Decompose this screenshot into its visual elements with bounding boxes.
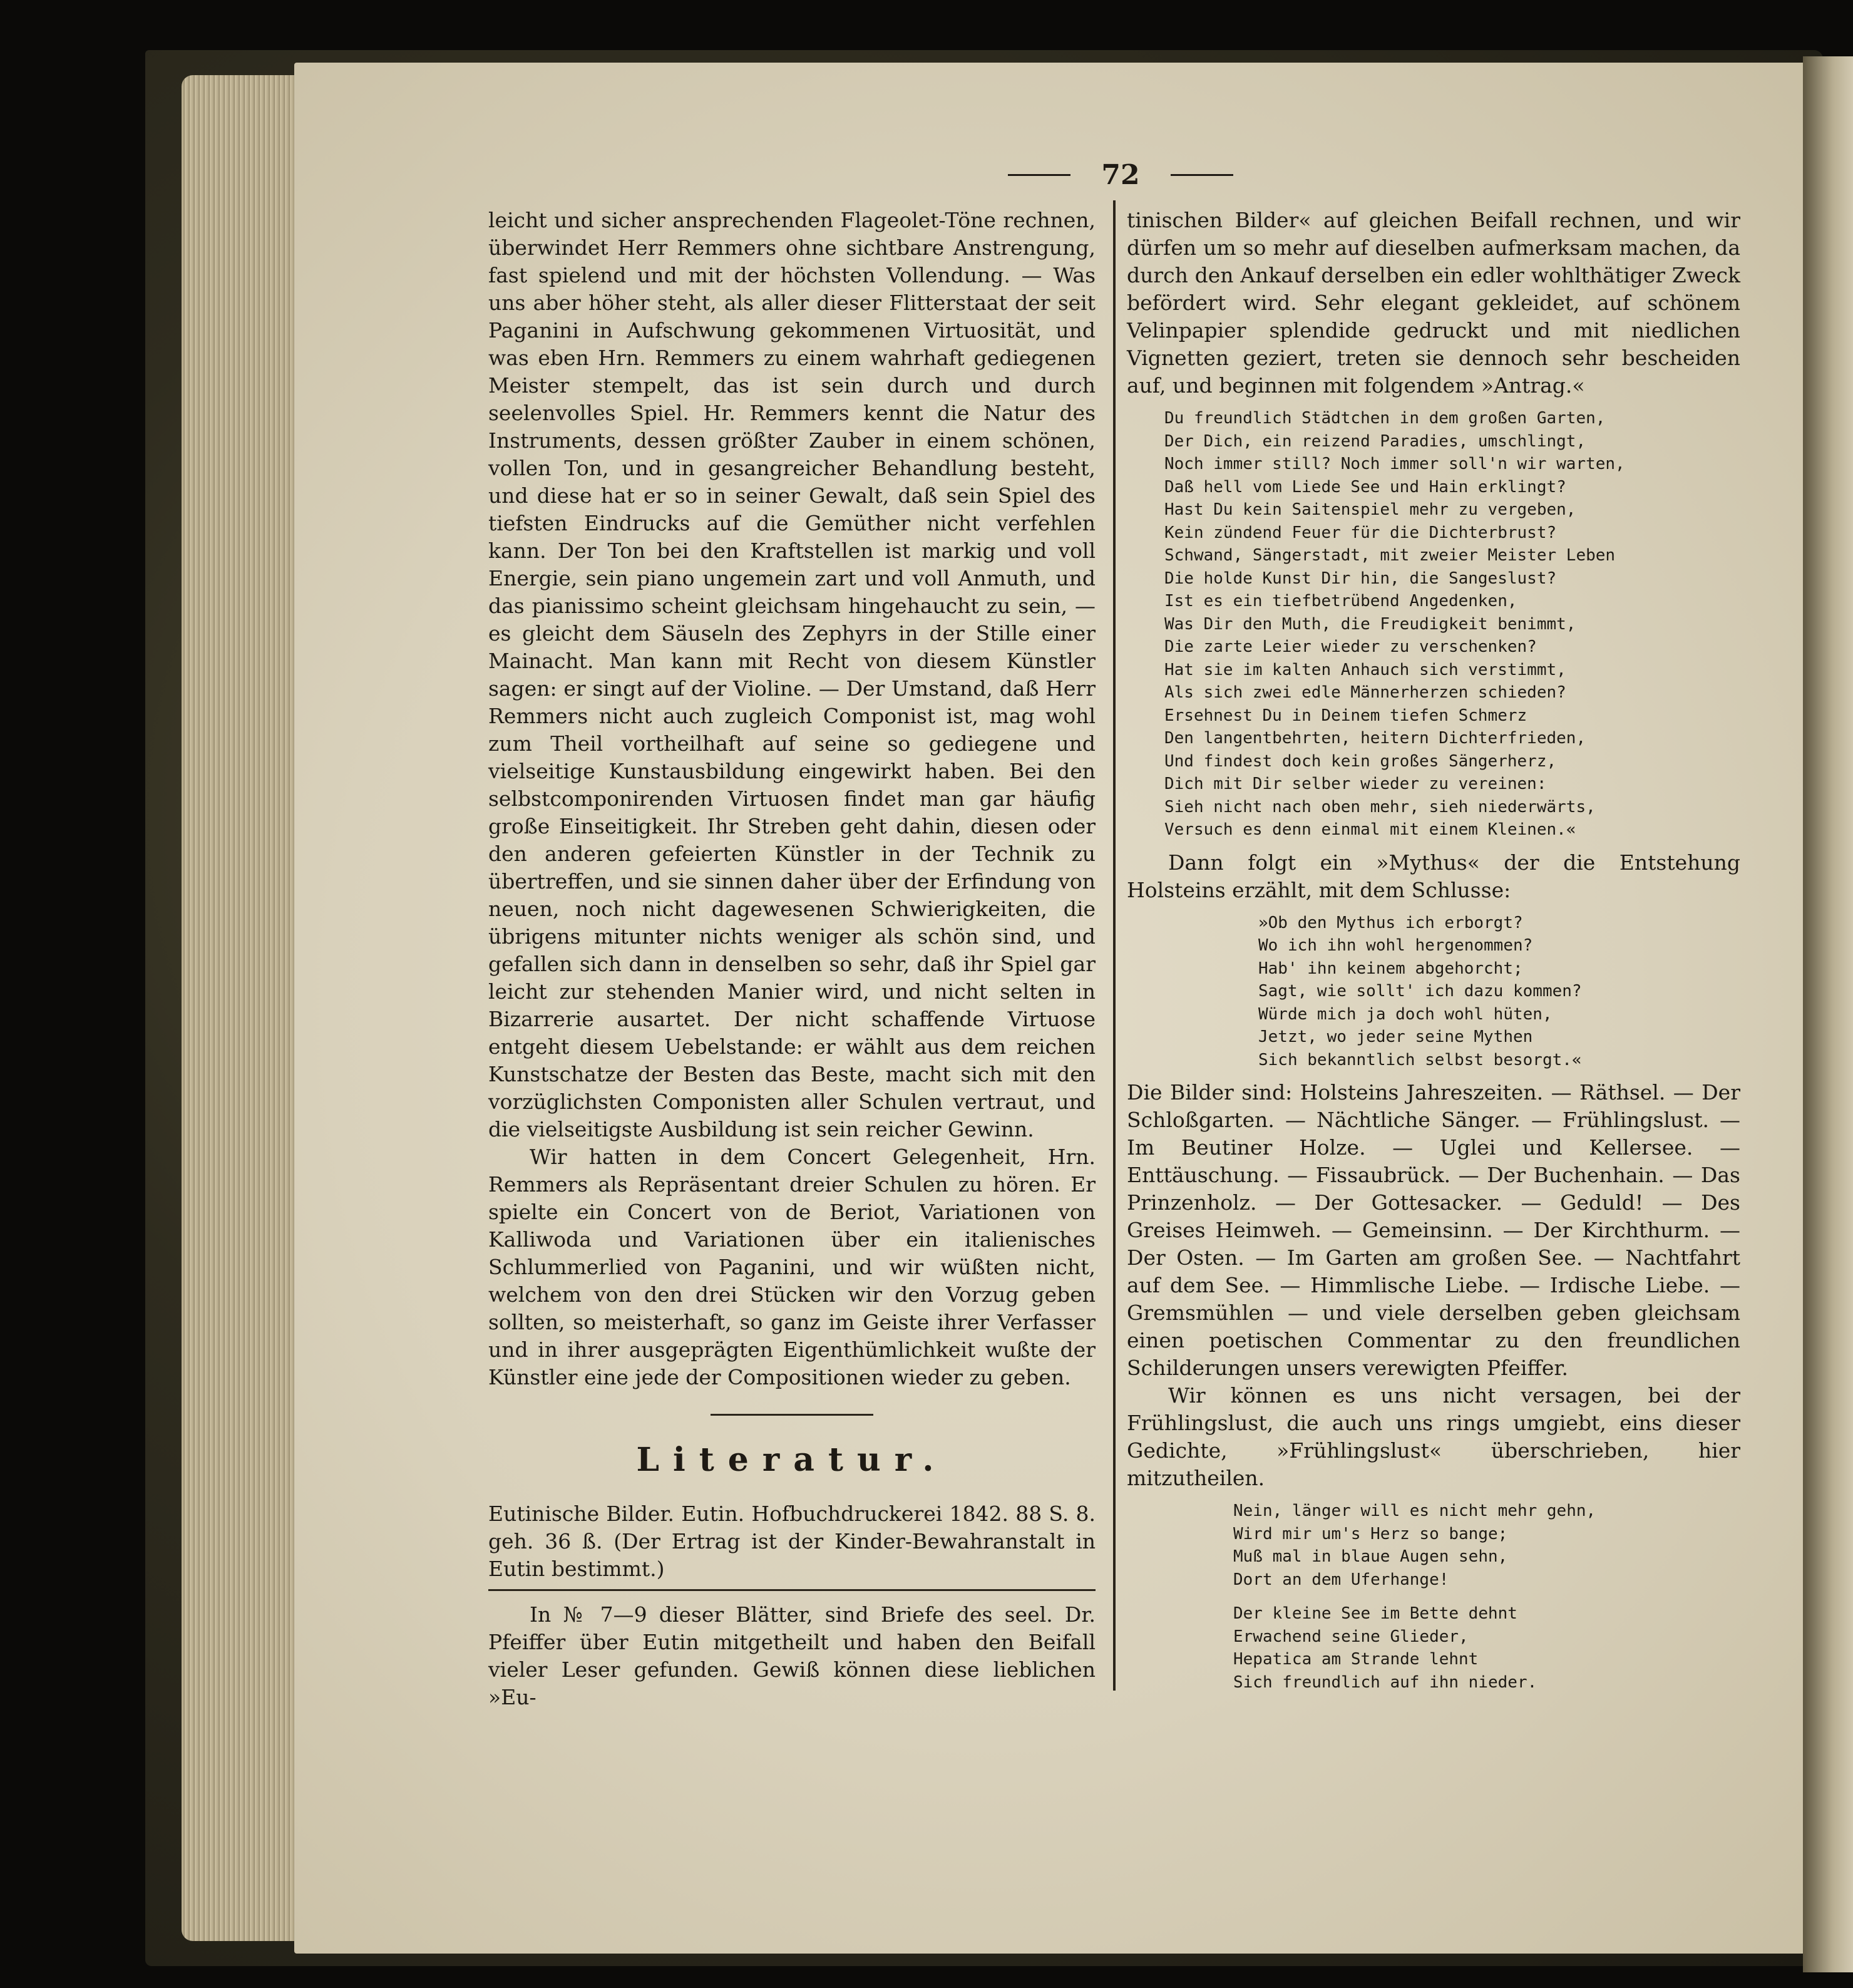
poem-antrag [1164, 407, 1740, 842]
verse-line: Die zarte Leier wieder zu verschenken? [1164, 637, 1537, 656]
verse-line: Den langentbehrten, heitern Dichterfrieden, [1164, 729, 1586, 748]
verse-line: Versuch es denn einmal mit einem Kleinen.« [1164, 820, 1576, 839]
verse-line: Hab' ihn keinem abgehorcht; [1258, 959, 1523, 978]
page-edges [182, 75, 307, 1941]
next-page-gutter [1803, 56, 1853, 1972]
verse-line: Erwachend seine Glieder, [1233, 1627, 1469, 1646]
verse-line: Der kleine See im Bette dehnt [1233, 1604, 1517, 1623]
verse-line: Hepatica am Strande lehnt [1233, 1650, 1479, 1669]
left-column [488, 207, 1096, 1711]
verse-line: Als sich zwei edle Männerherzen schieden? [1164, 683, 1566, 702]
verse-line: Schwand, Sängerstadt, mit zweier Meister Leben [1164, 546, 1616, 565]
header-dash-left [1008, 174, 1070, 176]
verse-line: Wird mir um's Herz so bange; [1233, 1524, 1508, 1543]
verse-line: »Ob den Mythus ich erborgt? [1258, 913, 1523, 932]
verse-line: Sieh nicht nach oben mehr, sieh niederwärts, [1164, 797, 1596, 816]
right-paragraph-1: tinischen Bilder« auf gleichen Beifall rechnen, und wir dürfen um so mehr auf dieselben aufmerksam machen, da durch den Ankauf derselben ein edler wohlthätiger Zweck befördert wird. Sehr elegant gekleidet, auf schönem Velinpapier splendide gedruckt und mit niedlichen Vignetten geziert, treten sie dennoch sehr bescheiden auf, und beginnen mit folgendem »Antrag.« [1127, 208, 1740, 398]
left-paragraph-2: Wir hatten in dem Concert Gelegenheit, Hrn. Remmers als Repräsentant dreier Schulen zu hören. Er spielte ein Concert von de Beriot, Variationen von Kalliwoda und Variationen über ein italienisches Schlummerlied von Paganini, und wir wüßten nicht, welchem von den drei Stücken wir den Vorzug geben sollten, so meisterhaft, so ganz im Geiste ihrer Verfasser und in ihrer ausgeprägten Eigenthümlichkeit wußte der Künstler eine jede der Compositionen wieder zu geben. [488, 1145, 1096, 1389]
verse-line: Der Dich, ein reizend Paradies, umschlingt, [1164, 431, 1586, 451]
verse-line: Wo ich ihn wohl hergenommen? [1258, 936, 1533, 955]
verse-line: Muß mal in blaue Augen sehn, [1233, 1547, 1508, 1566]
verse-line: Und findest doch kein großes Sängerherz, [1164, 751, 1557, 771]
verse-line: Die holde Kunst Dir hin, die Sangeslust? [1164, 569, 1557, 588]
verse-line: Noch immer still? Noch immer soll'n wir warten, [1164, 455, 1625, 473]
verse-line: Hat sie im kalten Anhauch sich verstimmt, [1164, 660, 1566, 679]
left-paragraph-3: In № 7—9 dieser Blätter, sind Briefe des seel. Dr. Pfeiffer über Eutin mitgetheilt und haben den Beifall vieler Leser gefunden. Gewiß können diese lieblichen »Eu- [488, 1602, 1096, 1709]
page-header [1008, 157, 1233, 194]
book-entry-rule [488, 1589, 1096, 1591]
book-entry: Eutinische Bilder. Eutin. Hofbuchdruckerei 1842. 88 S. 8. geh. 36 ß. (Der Ertrag ist der Kinder-Bewahranstalt in Eutin bestimmt.) [488, 1501, 1096, 1581]
verse-line: Würde mich ja doch wohl hüten, [1258, 1004, 1553, 1024]
right-paragraph-4: Wir können es uns nicht versagen, bei der Frühlingslust, die auch uns rings umgiebt, eins dieser Gedichte, »Frühlingslust« überschrieben, hier mitzutheilen. [1127, 1383, 1740, 1490]
verse-line: Sich freundlich auf ihn nieder. [1233, 1672, 1537, 1692]
header-dash-right [1171, 174, 1233, 176]
right-column [1127, 207, 1740, 1701]
verse-line: Ersehnest Du in Deinem tiefen Schmerz [1164, 706, 1527, 725]
column-rule [1113, 200, 1116, 1691]
section-separator [711, 1414, 873, 1416]
verse-line: Nein, länger will es nicht mehr gehn, [1233, 1501, 1596, 1520]
verse-line: Jetzt, wo jeder seine Mythen [1258, 1027, 1533, 1046]
verse-line: Dich mit Dir selber wieder zu vereinen: [1164, 775, 1547, 793]
stanza-gap [1233, 1591, 1740, 1602]
verse-line: Was Dir den Muth, die Freudigkeit benimmt, [1164, 614, 1576, 634]
verse-line: Sagt, wie sollt' ich dazu kommen? [1258, 982, 1582, 1001]
verse-line: Dort an dem Uferhange! [1233, 1570, 1449, 1589]
verse-line: Du freundlich Städtchen in dem großen Garten, [1164, 409, 1606, 428]
verse-line: Daß hell vom Liede See und Hain erklingt? [1164, 477, 1566, 497]
poem-mythus-ending [1258, 912, 1740, 1072]
verse-line: Ist es ein tiefbetrübend Angedenken, [1164, 592, 1517, 610]
section-heading: Literatur. [636, 1441, 948, 1479]
right-paragraph-3: Die Bilder sind: Holsteins Jahreszeiten. — Räthsel. — Der Schloßgarten. — Nächtliche Sänger. — Frühlingslust. — Im Beutiner Holze. — Uglei und Kellersee. — Enttäuschung. — Fissaubrück. — Der Buchenhain. — Das Prinzenholz. — Der Gottesacker. — Geduld! — Des Greises Heimweh. — Gemeinsinn. — Der Kirchthurm. — Der Osten. — Im Garten am großen See. — Nachtfahrt auf dem See. — Himmlische Liebe. — Irdische Liebe. — Gremsmühlen — und viele derselben geben gleichsam einen poetischen Commentar zu den freundlichen Schilderungen unsers verewigten Pfeiffer. [1127, 1080, 1740, 1380]
verse-line: Hast Du kein Saitenspiel mehr zu vergeben, [1164, 500, 1576, 519]
left-paragraph-1: leicht und sicher ansprechenden Flageolet-Töne rechnen, überwindet Herr Remmers ohne sichtbare Anstrengung, fast spielend und mit der höchsten Vollendung. — Was uns aber höher steht, als aller dieser Flitterstaat der seit Paganini in Aufschwung gekommenen Virtuosität, und was eben Hrn. Remmers zu einem wahrhaft gediegenen Meister stempelt, das ist sein durch und durch seelenvolles Spiel. Hr. Remmers kennt die Natur des Instruments, dessen größter Zauber in einem schönen, vollen Ton, und in gesangreicher Behandlung besteht, und diese hat er so in seiner Gewalt, daß sein Spiel des tiefsten Eindrucks auf die Gemüther nicht verfehlen kann. Der Ton bei den Kraftstellen ist markig und voll Energie, sein piano ungemein zart und voll Anmuth, und das pianissimo scheint gleichsam hingehaucht zu sein, — es gleicht dem Säuseln des Zephyrs in der Stille einer Mainacht. Man kann mit Recht von diesem Künstler sagen: er singt auf der Violine. — Der Umstand, daß Herr Remmers nicht auch zugleich Componist ist, mag wohl zum Theil vortheilhaft auf seine so gediegene und vielseitige Kunstausbildung eingewirkt haben. Bei den selbstcomponirenden Virtuosen findet man gar häufig große Einseitigkeit. Ihr Streben geht dahin, diesen oder den anderen gefeierten Künstler in der Technik zu übertreffen, und sie sinnen daher über der Erfindung von neuen, noch nicht dagewesenen Schwierigkeiten, die übrigens mitunter nichts weniger als schön sind, und gefallen sich dann in denselben so sehr, daß ihr Spiel gar leicht zur stehenden Manier wird, und nicht selten in Bizarrerie ausartet. Der nicht schaffende Virtuose entgeht diesem Uebelstande: er wählt aus dem reichen Kunstschatze der Besten das Beste, macht sich mit den vorzüglichsten Componisten aller Schulen vertraut, und die vielseitigste Ausbildung ist sein reicher Gewinn. [488, 208, 1096, 1141]
verse-line: Sich bekanntlich selbst besorgt.« [1258, 1050, 1582, 1069]
right-paragraph-2: Dann folgt ein »Mythus« der die Entstehung Holsteins erzählt, mit dem Schlusse: [1127, 850, 1740, 902]
verse-line: Kein zündend Feuer für die Dichterbrust? [1164, 523, 1557, 542]
poem-fruehlingslust [1233, 1500, 1740, 1694]
page-number: 72 [1101, 159, 1140, 191]
